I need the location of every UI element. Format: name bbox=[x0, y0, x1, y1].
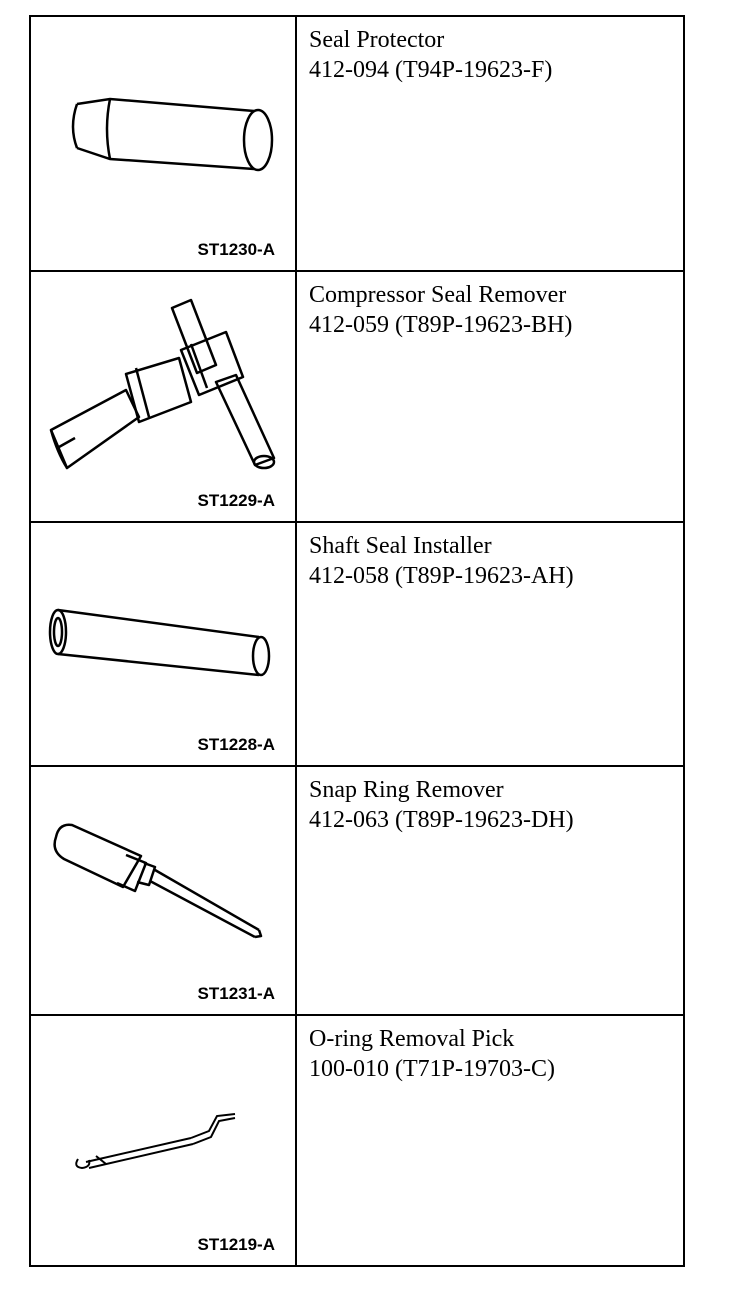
illustration-cell bbox=[31, 272, 297, 521]
description-cell bbox=[297, 17, 683, 270]
tool-code-label: ST1231-A bbox=[197, 984, 275, 1003]
shaft-seal-installer-illustration bbox=[31, 523, 295, 765]
o-ring-removal-pick-illustration bbox=[31, 1016, 295, 1265]
tool-name: Compressor Seal Remover bbox=[309, 282, 567, 308]
table-row bbox=[31, 523, 683, 767]
description-cell bbox=[297, 272, 683, 521]
tool-name: Snap Ring Remover bbox=[309, 777, 504, 803]
tool-part-number: 412-063 (T89P-19623-DH) bbox=[309, 807, 574, 833]
snap-ring-remover-illustration bbox=[31, 767, 295, 1014]
compressor-seal-remover-illustration bbox=[31, 272, 295, 521]
tool-name: Seal Protector bbox=[309, 27, 445, 53]
tool-name: O-ring Removal Pick bbox=[309, 1026, 515, 1052]
description-cell bbox=[297, 1016, 683, 1265]
table-row bbox=[31, 767, 683, 1016]
tool-part-number: 100-010 (T71P-19703-C) bbox=[309, 1056, 555, 1082]
tool-part-number: 412-094 (T94P-19623-F) bbox=[309, 57, 553, 83]
table-row bbox=[31, 1016, 683, 1265]
tool-code-label: ST1228-A bbox=[197, 735, 275, 754]
table-row bbox=[31, 272, 683, 523]
tool-code-label: ST1230-A bbox=[197, 240, 275, 259]
tool-code-label: ST1219-A bbox=[197, 1235, 275, 1254]
illustration-cell bbox=[31, 1016, 297, 1265]
illustration-cell bbox=[31, 767, 297, 1014]
tool-table bbox=[29, 15, 685, 1267]
table-row bbox=[31, 17, 683, 272]
tool-name: Shaft Seal Installer bbox=[309, 533, 492, 559]
tool-code-label: ST1229-A bbox=[197, 491, 275, 510]
seal-protector-illustration bbox=[31, 17, 295, 270]
description-cell bbox=[297, 767, 683, 1014]
illustration-cell bbox=[31, 523, 297, 765]
illustration-cell bbox=[31, 17, 297, 270]
tool-part-number: 412-059 (T89P-19623-BH) bbox=[309, 312, 573, 338]
description-cell bbox=[297, 523, 683, 765]
tool-part-number: 412-058 (T89P-19623-AH) bbox=[309, 563, 574, 589]
